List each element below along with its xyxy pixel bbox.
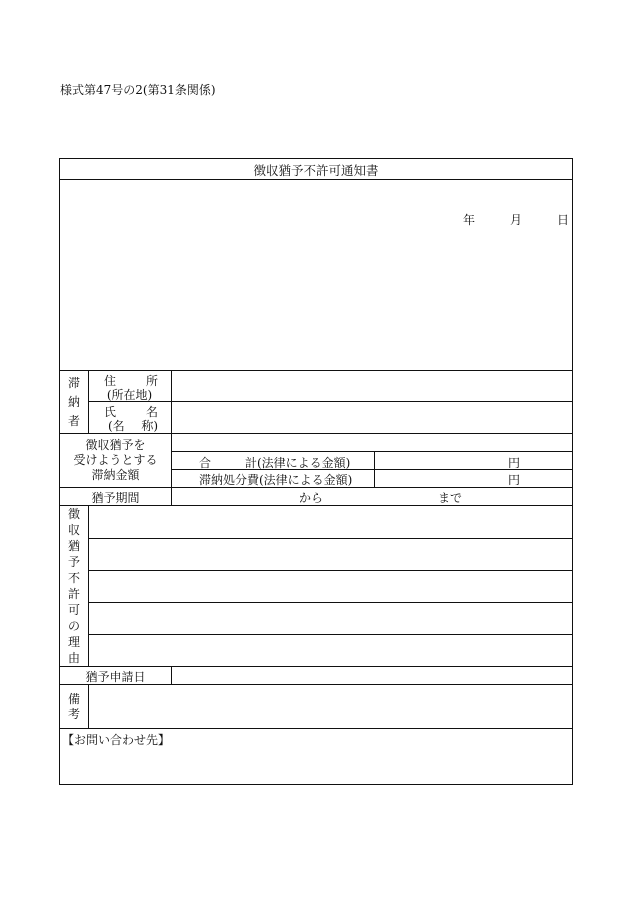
form-title: 徴収猶予不許可通知書 bbox=[253, 163, 379, 178]
disposition-fee-label: 滞納処分費(法律による金額) bbox=[199, 473, 353, 487]
total-label-b: 計(法律による金額) bbox=[245, 456, 351, 470]
name-sub-label: (名 称) bbox=[108, 419, 158, 433]
taxpayer-group-label: 滞 納 者 bbox=[67, 376, 80, 428]
date-month-label: 月 bbox=[510, 213, 523, 227]
application-date-label: 猶予申請日 bbox=[85, 670, 146, 684]
total-label-a: 合 bbox=[199, 456, 212, 470]
period-to: まで bbox=[438, 491, 463, 505]
contact-label: 【お問い合わせ先】 bbox=[62, 733, 171, 747]
reason-label: 徴 収 猶 予 不 許 可 の 理 由 bbox=[67, 507, 80, 665]
delinquent-amount-label: 徴収猶予を 受けようとする 滞納金額 bbox=[73, 438, 158, 482]
date-year-label: 年 bbox=[463, 213, 476, 227]
total-unit: 円 bbox=[508, 456, 521, 470]
remarks-label: 備 考 bbox=[67, 691, 80, 721]
date-day-label: 日 bbox=[557, 213, 570, 227]
fee-unit: 円 bbox=[508, 473, 521, 487]
address-sub-label: (所在地) bbox=[106, 388, 153, 402]
name-label: 氏 名 bbox=[104, 405, 158, 419]
period-from: から bbox=[299, 491, 324, 505]
period-label: 猶予期間 bbox=[91, 491, 140, 505]
form-number-label: 様式第47号の2(第31条関係) bbox=[60, 83, 216, 97]
address-label: 住 所 bbox=[104, 374, 158, 388]
notice-form bbox=[59, 158, 573, 785]
